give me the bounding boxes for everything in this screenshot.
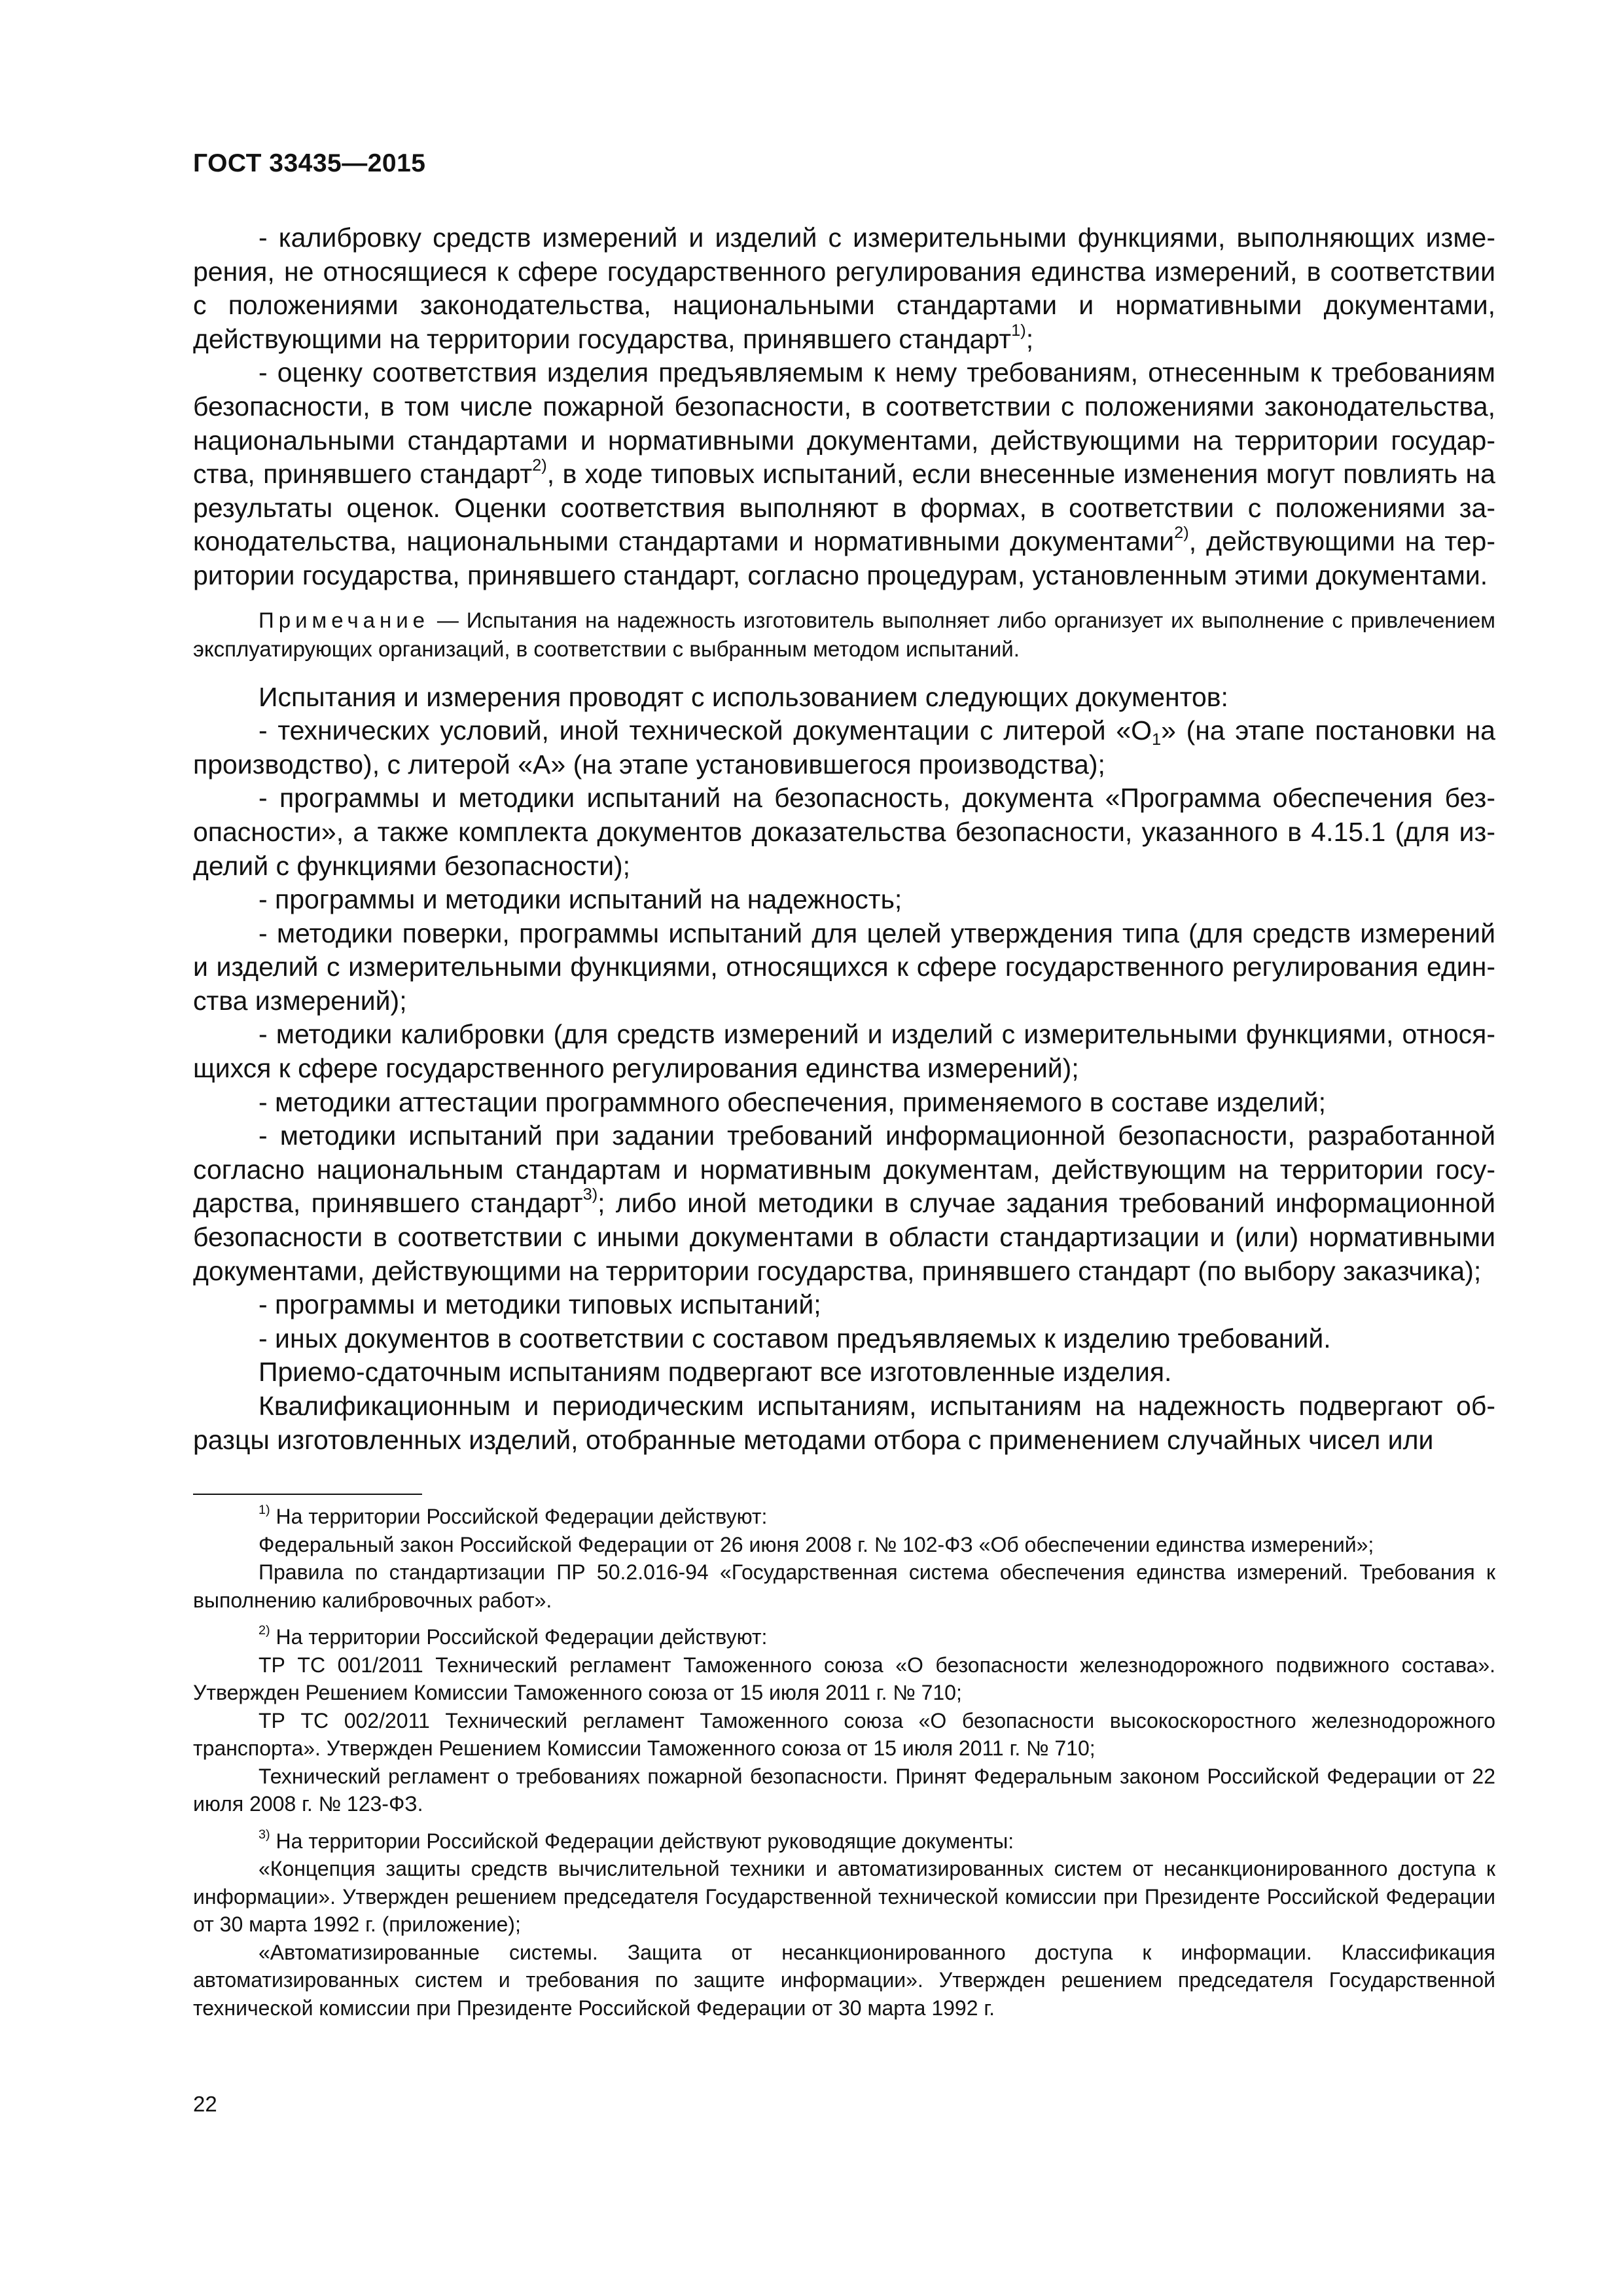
- text-run: » (на этапе постановки на производство), с литерой «А» (на этапе установившегося производства);: [193, 715, 1495, 780]
- text-run: - программы и методики испытаний на надежность;: [259, 884, 902, 915]
- footnote-lead-text: На территории Российской Федерации действуют:: [270, 1625, 768, 1649]
- paragraph: [193, 781, 1495, 883]
- text-run: Приемо-сдаточным испытаниям подвергают все изготовленные изделия.: [259, 1357, 1172, 1388]
- text-run: - оценку соответствия изделия предъявляемым к нему требованиям, отнесенным к требованиям безопасности, в том числе пожарной безопасности, в соответствии с положениями законодательства, национальными стандартами и нормативными документами, действующими на территории государства, принявшего стандарт: [193, 357, 1495, 490]
- text-run: - методики поверки, программы испытаний для целей утверждения типа (для средств измерений и изделий с измерительными функциями, относящихся к сфере государственного регулирования единства измерений);: [193, 918, 1495, 1016]
- footnote-lead: [193, 1827, 1495, 1856]
- text-run: ;: [1026, 323, 1034, 354]
- paragraph: [193, 1018, 1495, 1085]
- footnote-ref: 1): [1011, 321, 1026, 340]
- paragraph: [193, 917, 1495, 1018]
- text-run: Квалификационным и периодическим испытаниям, испытаниям на надежность подвергают образцы изготовленных изделий, отобранные методами отбора с применением случайных чисел или: [193, 1391, 1495, 1455]
- text-run: - программы и методики испытаний на безопасность, документа «Программа обеспечения безопасности», а также комплекта документов доказательства безопасности, указанного в 4.15.1 (для изделий с функциями безопасности);: [193, 783, 1495, 881]
- footnote-group: [193, 1623, 1495, 1818]
- footnote-group: [193, 1827, 1495, 2022]
- paragraph: [193, 1390, 1495, 1457]
- paragraph: [193, 356, 1495, 592]
- body-text: [193, 221, 1495, 1457]
- footnote-lead: [193, 1503, 1495, 1531]
- text-run: , действующими на территории государства, принявшего стандарт, согласно процедурам, установленным этими документами.: [193, 526, 1495, 590]
- footnote-lead-text: На территории Российской Федерации действуют руководящие документы:: [270, 1829, 1014, 1853]
- footnote-item: Правила по стандартизации ПР 50.2.016-94 «Государственная система обеспечения единства измерений. Требования к выполнению калибровочных работ».: [193, 1560, 1495, 1612]
- text-run: - методики испытаний при задании требований информационной безопасности, разработанной согласно национальным стандартам и нормативным документам, действующим на территории государства, принявшего стандарт: [193, 1121, 1495, 1219]
- paragraph: [193, 1355, 1495, 1390]
- footnotes: [193, 1503, 1495, 2022]
- footnote-item: Федеральный закон Российской Федерации от 26 июня 2008 г. № 102-ФЗ «Об обеспечении единства измерений»;: [259, 1532, 1374, 1556]
- footnote-lead-text: На территории Российской Федерации действуют:: [270, 1505, 768, 1528]
- text-run: - программы и методики типовых испытаний;: [259, 1289, 821, 1320]
- page-number: 22: [193, 2092, 217, 2116]
- paragraph: [193, 1288, 1495, 1322]
- paragraph: [193, 681, 1495, 715]
- document-code: ГОСТ 33435—2015: [193, 149, 426, 177]
- footnote-item: ТР ТС 001/2011 Технический регламент Таможенного союза «О безопасности железнодорожного подвижного состава». Утвержден Решением Комиссии Таможенного союза от 15 июля 2011 г. № 710;: [193, 1653, 1495, 1704]
- paragraph: [193, 1322, 1495, 1356]
- text-run: - технических условий, иной технической документации с литерой «О: [259, 715, 1152, 746]
- text-run: Испытания и измерения проводят с использованием следующих документов:: [259, 681, 1228, 712]
- text-run: - калибровку средств измерений и изделий с измерительными функциями, выполняющих измерения, не относящиеся к сфере государственного регулирования единства измерений, в соответствии с положениями законодательства, национальными стандартами и нормативными документами, действующими на территории государства, принявшего стандарт: [193, 223, 1495, 354]
- footnote-lead: [193, 1623, 1495, 1651]
- footnote-ref: 3): [582, 1185, 598, 1204]
- footnote-item: Технический регламент о требованиях пожарной безопасности. Принят Федеральным законом Российской Федерации от 22 июля 2008 г. № 123-ФЗ.: [193, 1764, 1495, 1816]
- footnote-divider: [193, 1494, 422, 1495]
- subscript: 1: [1152, 730, 1162, 749]
- footnote-item: «Автоматизированные системы. Защита от несанкционированного доступа к информации. Классификация автоматизированных систем и требования по защите информации». Утвержден решением председателя Государственной технической комиссии при Президенте Российской Федерации от 30 марта 1992 г.: [193, 1940, 1495, 2020]
- footnote-ref: 2): [1174, 524, 1189, 543]
- footnote-marker: 1): [259, 1503, 270, 1518]
- text-run: - методики калибровки (для средств измерений и изделий с измерительными функциями, относящихся к сфере государственного регулирования единства измерений);: [193, 1019, 1495, 1084]
- footnote-marker: 2): [259, 1623, 270, 1638]
- footnote-group: [193, 1503, 1495, 1614]
- text-run: - иных документов в соответствии с составом предъявляемых к изделию требований.: [259, 1323, 1331, 1354]
- paragraph: [193, 221, 1495, 356]
- footnote-ref: 2): [532, 456, 547, 475]
- note-paragraph: [193, 606, 1495, 664]
- text-run: — Испытания на надежность изготовитель выполняет либо организует их выполнение с привлечением эксплуатирующих организаций, в соответствии с выбранным методом испытаний.: [193, 607, 1495, 661]
- note-label: Примечание: [259, 607, 430, 632]
- paragraph: [193, 1086, 1495, 1120]
- paragraph: [193, 883, 1495, 917]
- footnote-marker: 3): [259, 1827, 270, 1842]
- text-run: - методики аттестации программного обеспечения, применяемого в составе изделий;: [259, 1086, 1327, 1117]
- text-run: , в ходе типовых испытаний, если внесенные изменения могут повлиять на результаты оценок. Оценки соответствия выполняют в формах, в соответствии с положениями законодательства, национальными стандартами и нормативными документами: [193, 459, 1495, 557]
- paragraph: [193, 1119, 1495, 1288]
- paragraph: [193, 714, 1495, 781]
- footnote-item: ТР ТС 002/2011 Технический регламент Таможенного союза «О безопасности высокоскоростного железнодорожного транспорта». Утвержден Решением Комиссии Таможенного союза от 15 июля 2011 г. № 710;: [193, 1708, 1495, 1760]
- footnote-item: «Концепция защиты средств вычислительной техники и автоматизированных систем от несанкционированного доступа к информации». Утвержден решением председателя Государственной технической комиссии при Президенте Российской Федерации от 30 марта 1992 г. (приложение);: [193, 1857, 1495, 1936]
- text-run: ; либо иной методики в случае задания требований информационной безопасности в соответствии с иными документами в области стандартизации и (или) нормативными документами, действующими на территории государства, принявшего стандарт (по выбору заказчика);: [193, 1188, 1495, 1286]
